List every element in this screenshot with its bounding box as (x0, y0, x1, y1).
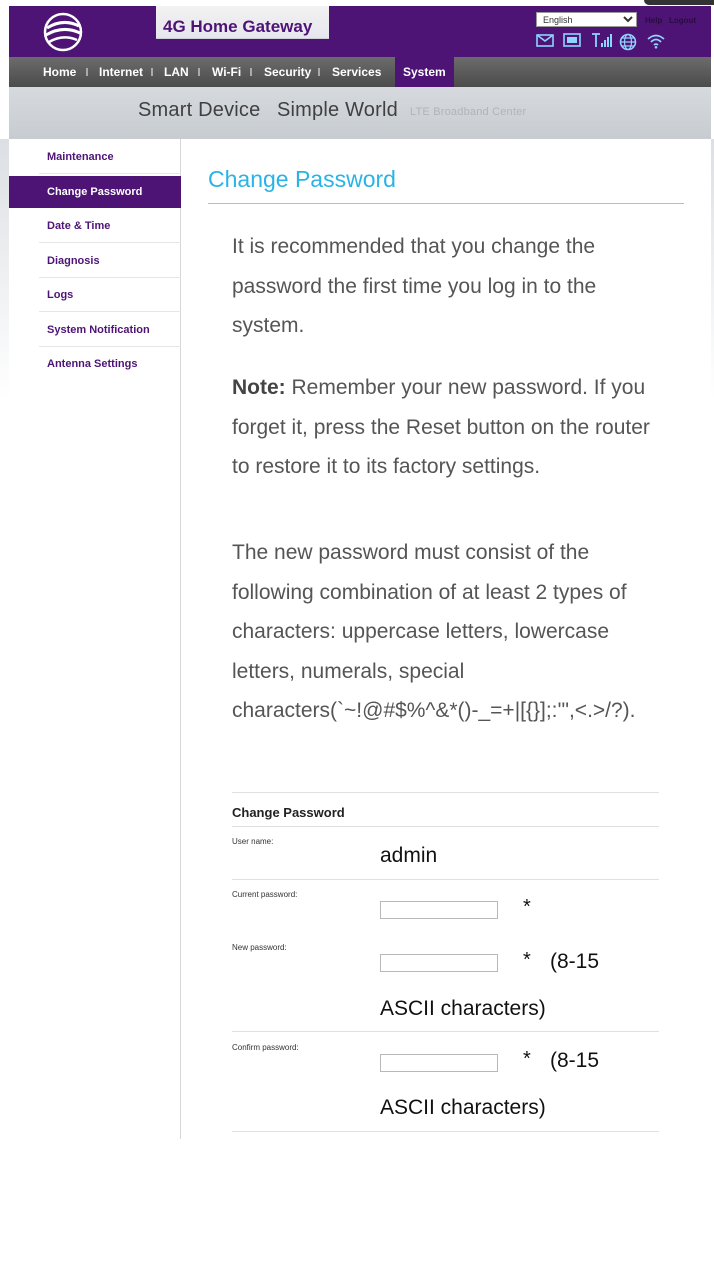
internet-globe-icon (619, 33, 637, 51)
current-password-input[interactable] (380, 901, 498, 919)
password-rule-text: The new password must consist of the following combination of at least 2 types of characters: uppercase letters, lowercase letters, numerals, special characters(`~!@#$%^&*()-_=+|[{}];:'",<.>/?). (232, 541, 636, 722)
slogan-banner (9, 87, 711, 139)
confirm-password-input[interactable] (380, 1054, 498, 1072)
username-value: admin (380, 844, 438, 867)
nav-home[interactable]: Home (43, 65, 77, 79)
nav-wifi[interactable]: Wi-Fi (212, 65, 242, 79)
nav-security[interactable]: Security (264, 65, 312, 79)
sidebar-divider (39, 242, 181, 243)
new-password-input[interactable] (380, 954, 498, 972)
page-title: Change Password (208, 166, 396, 192)
current-password-label: Current password: (232, 890, 298, 899)
sidebar (9, 139, 181, 1139)
logout-link[interactable]: Logout (669, 16, 697, 25)
sidebar-item-logs[interactable]: Logs (47, 289, 74, 301)
sidebar-divider (39, 173, 181, 174)
sidebar-divider (39, 346, 181, 347)
username-label: User name: (232, 837, 274, 846)
form-heading: Change Password (232, 805, 345, 820)
help-link[interactable]: Help (645, 16, 663, 25)
nav-separator (86, 68, 88, 76)
mail-icon[interactable] (536, 33, 554, 47)
slogan-left: Smart Device (138, 99, 261, 121)
main-nav (9, 57, 711, 87)
note-label: Note: (232, 376, 286, 399)
brand-logo-icon (41, 10, 85, 54)
title-divider (208, 203, 684, 204)
product-name: 4G Home Gateway (163, 17, 313, 36)
sidebar-item-maintenance[interactable]: Maintenance (47, 151, 114, 163)
sidebar-divider (39, 311, 181, 312)
nav-system[interactable]: System (395, 57, 454, 87)
nav-services[interactable]: Services (332, 65, 382, 79)
confirm-password-required: * (523, 1048, 531, 1070)
new-password-label: New password: (232, 943, 287, 952)
banner-subtitle: LTE Broadband Center (410, 106, 527, 118)
form-header (232, 792, 659, 827)
sim-card-icon (563, 33, 581, 47)
sidebar-item-system-notification[interactable]: System Notification (47, 324, 150, 336)
nav-lan[interactable]: LAN (164, 65, 189, 79)
confirm-password-label: Confirm password: (232, 1043, 299, 1052)
row-divider (232, 879, 659, 880)
row-divider (232, 1031, 659, 1032)
header (9, 6, 711, 57)
sidebar-item-date-time[interactable]: Date & Time (47, 220, 111, 232)
nav-separator (250, 68, 252, 76)
sidebar-item-change-password[interactable]: Change Password (9, 176, 181, 208)
confirm-password-hint: (8-15 (550, 1049, 600, 1072)
sidebar-divider (39, 277, 181, 278)
current-password-required: * (523, 896, 531, 918)
new-password-required: * (523, 949, 531, 971)
note-text (232, 368, 672, 487)
left-edge-fade (0, 139, 9, 399)
nav-separator (198, 68, 200, 76)
row-divider (232, 1131, 659, 1132)
top-corner-decoration (644, 0, 714, 5)
sidebar-item-antenna-settings[interactable]: Antenna Settings (47, 358, 138, 370)
new-password-hint-cont: ASCII characters) (380, 997, 546, 1020)
product-title-box (156, 6, 329, 39)
intro-text: It is recommended that you change the password the first time you log in to the system. (232, 235, 597, 337)
language-select[interactable] (536, 12, 637, 27)
signal-strength-icon (591, 33, 613, 48)
note-body: Remember your new password. If you forget it, press the Reset button on the router to restore it to its factory settings. (232, 376, 650, 478)
confirm-password-hint-cont: ASCII characters) (380, 1096, 546, 1119)
nav-internet[interactable]: Internet (99, 65, 144, 79)
sidebar-item-diagnosis[interactable]: Diagnosis (47, 255, 100, 267)
new-password-hint: (8-15 (550, 950, 600, 973)
nav-separator (318, 68, 320, 76)
slogan-right: Simple World (277, 99, 398, 121)
wifi-icon (647, 33, 665, 49)
nav-separator (151, 68, 153, 76)
